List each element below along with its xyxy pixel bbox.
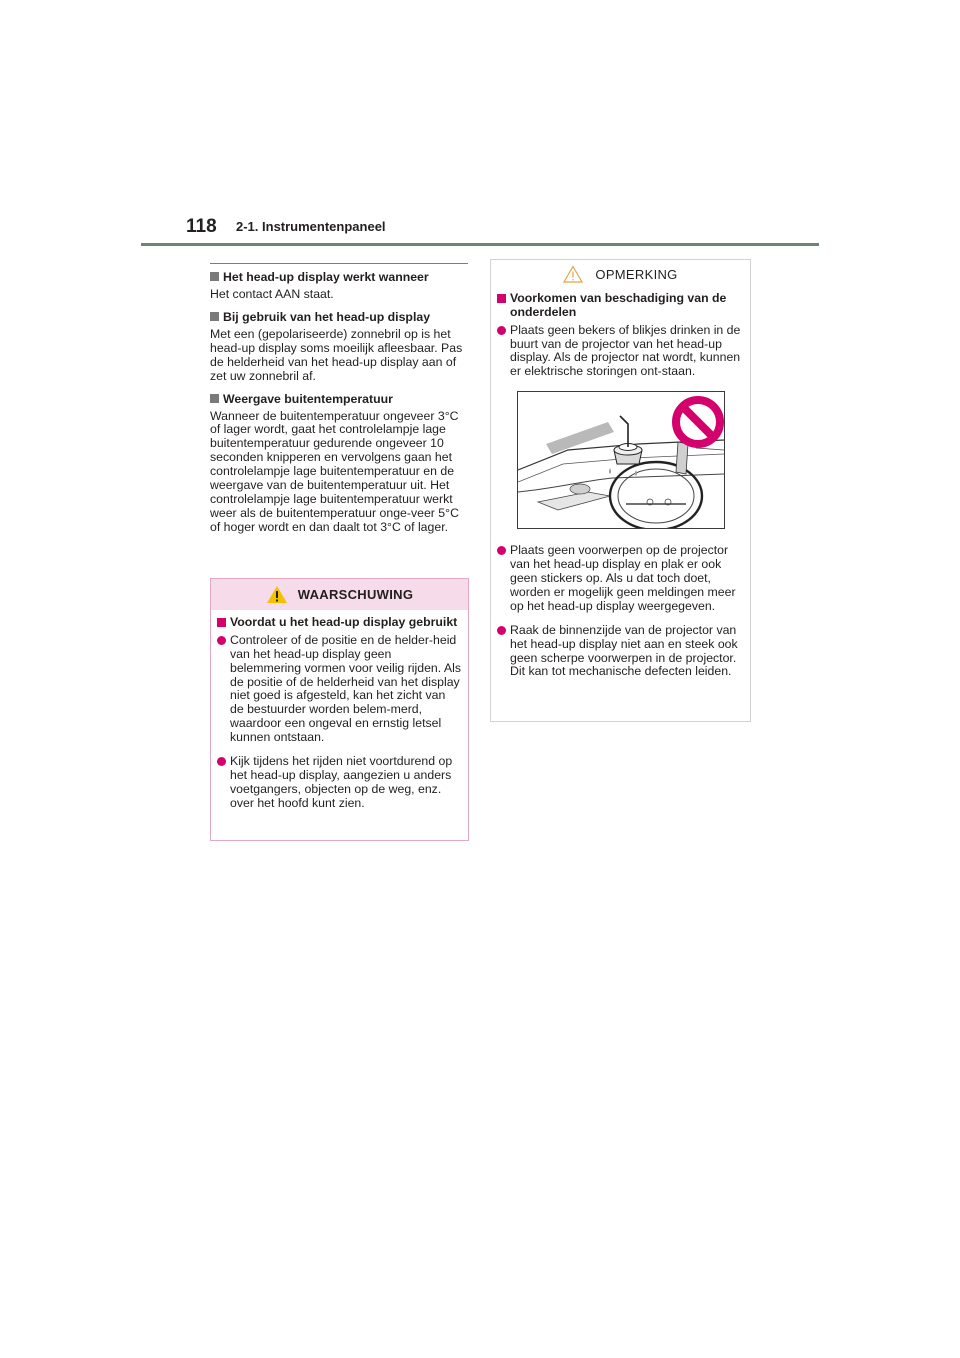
note-bullet	[497, 544, 744, 614]
round-bullet-icon	[497, 546, 506, 555]
square-bullet-icon	[210, 272, 219, 281]
square-bullet-icon	[210, 394, 219, 403]
warning-bullet	[217, 755, 462, 811]
warning-bullet	[217, 634, 462, 745]
warning-heading-text: Voordat u het head-up display gebruikt	[230, 615, 458, 629]
round-bullet-icon	[497, 326, 506, 335]
warning-triangle-icon	[266, 585, 288, 604]
note-bullet-text: Plaats geen bekers of blikjes drinken in de buurt van de projector van het head-up display. Als de projector nat wordt, kunnen er elektrische storingen ont-staan.	[510, 322, 741, 379]
note-title: OPMERKING	[595, 266, 678, 282]
topic-text: Het contact AAN staat.	[210, 287, 334, 301]
warning-bullet-text: Kijk tijdens het rijden niet voortdurend op het head-up display, aangezien u anders voetgangers, objecten op de weg, enz. over het hoofd kunt zien.	[230, 754, 453, 810]
warning-header	[211, 579, 468, 610]
note-heading	[497, 292, 744, 320]
topic-heading	[210, 310, 468, 324]
topic-text: Met een (gepolariseerde) zonnebril op is het head-up display soms moeilijk afleesbaar. Pas de helderheid van het head-up display aan of zet uw zonnebril af.	[210, 326, 463, 383]
section-title: 2-1. Instrumentenpaneel	[236, 219, 386, 234]
topic-divider	[210, 263, 468, 264]
left-column	[210, 263, 468, 543]
warning-heading	[217, 616, 462, 630]
square-bullet-icon	[210, 312, 219, 321]
note-bullet	[497, 624, 744, 680]
topic-heading-text: Weergave buitentemperatuur	[223, 391, 393, 406]
caution-outline-icon	[563, 265, 583, 283]
topic-heading	[210, 392, 468, 406]
round-bullet-icon	[217, 757, 226, 766]
warning-title: WAARSCHUWING	[297, 587, 414, 602]
note-header	[491, 260, 750, 288]
note-bullet	[497, 324, 744, 380]
note-box	[490, 259, 751, 722]
header-rule	[141, 243, 819, 246]
warning-bullet-text: Controleer of de positie en de helder-heid van het head-up display geen belemmering vormen voor veilig rijden. Als de positie of de helderheid van het display niet goed is afgesteld, kan het zicht van de bestuurder worden belem-merd, waardoor een ongeval en ernstig letsel kunnen ontstaan.	[230, 632, 462, 745]
note-heading-text: Voorkomen van beschadiging van de onderdelen	[510, 291, 727, 319]
square-bullet-icon	[497, 294, 506, 303]
note-bullet-text: Plaats geen voorwerpen op de projector van het head-up display en plak er ook geen stickers op. Als u dat toch doet, worden er mogelijk geen meldingen meer op het head-up display weergegeven.	[510, 543, 736, 613]
square-bullet-icon	[217, 618, 226, 627]
topic-heading-text: Bij gebruik van het head-up display	[223, 309, 431, 324]
topic-heading-text: Het head-up display werkt wanneer	[223, 270, 429, 284]
page-number: 118	[186, 216, 217, 237]
dashboard-illustration	[517, 391, 725, 529]
round-bullet-icon	[497, 626, 506, 635]
note-bullet-text: Raak de binnenzijde van de projector van het head-up display niet aan en steek ook geen scherpe voorwerpen in de projector. Dit kan tot mechanische defecten leiden.	[510, 622, 738, 679]
topic-text: Wanneer de buitentemperatuur ongeveer 3°C of lager wordt, gaat het controlelampje lage buitentemperatuur gedurende ongeveer 10 seconden knipperen en vervolgens gaan het controlelampje lage buitentemperatuur en de weergave van de buitentemperatuur uit. Het controlelampje lage buitentemperatuur werkt weer als de buitentemperatuur onge-veer 5°C of hoger wordt en dan daalt tot 3°C of lager.	[210, 408, 459, 534]
topic-heading	[210, 270, 468, 284]
round-bullet-icon	[217, 636, 226, 645]
warning-box	[210, 578, 469, 841]
